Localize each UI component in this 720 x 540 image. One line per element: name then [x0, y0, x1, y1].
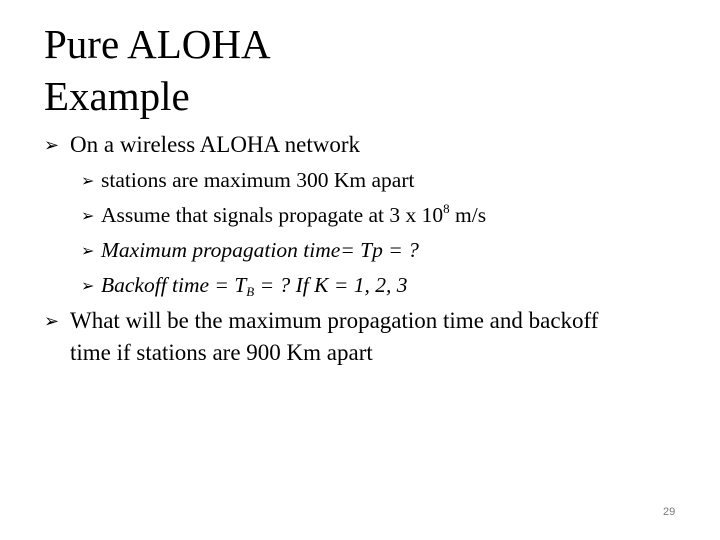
page-number: 29: [663, 506, 676, 518]
arrow-bullet-icon: ➢: [44, 135, 60, 156]
subbullet-text: Maximum propagation time= Tp = ?: [101, 238, 419, 262]
subbullet-text: stations are maximum 300 Km apart: [101, 168, 415, 192]
subbullet-backoff-time: [81, 270, 407, 302]
exponent: 8: [443, 201, 450, 216]
slide-title-line-2: Example: [44, 73, 190, 119]
subbullet-max-propagation-time: [81, 235, 419, 267]
arrow-bullet-icon: ➢: [81, 171, 95, 190]
subbullet-text: Assume that signals propagate at 3 x 10: [101, 203, 444, 227]
bullet-question-continuation: time if stations are 900 Km apart: [70, 340, 373, 365]
arrow-bullet-icon: ➢: [81, 206, 95, 225]
bullet-wireless-network: [44, 130, 360, 162]
subbullet-propagation-speed: [81, 200, 486, 232]
arrow-bullet-icon: ➢: [81, 276, 95, 295]
subbullet-text: Backoff time = T: [101, 273, 247, 297]
subbullet-unit: m/s: [449, 203, 487, 227]
bullet-question: [44, 306, 598, 338]
subscript: B: [246, 284, 255, 299]
subbullet-text-tail: = ? If K = 1, 2, 3: [254, 273, 408, 297]
arrow-bullet-icon: ➢: [81, 241, 95, 260]
slide-title: [44, 18, 271, 122]
subbullet-distance: [81, 165, 414, 197]
arrow-bullet-icon: ➢: [44, 311, 60, 332]
bullet-text: What will be the maximum propagation time and backoff: [70, 308, 599, 333]
slide-title-line-1: Pure ALOHA: [44, 21, 271, 67]
bullet-text: On a wireless ALOHA network: [70, 132, 361, 157]
